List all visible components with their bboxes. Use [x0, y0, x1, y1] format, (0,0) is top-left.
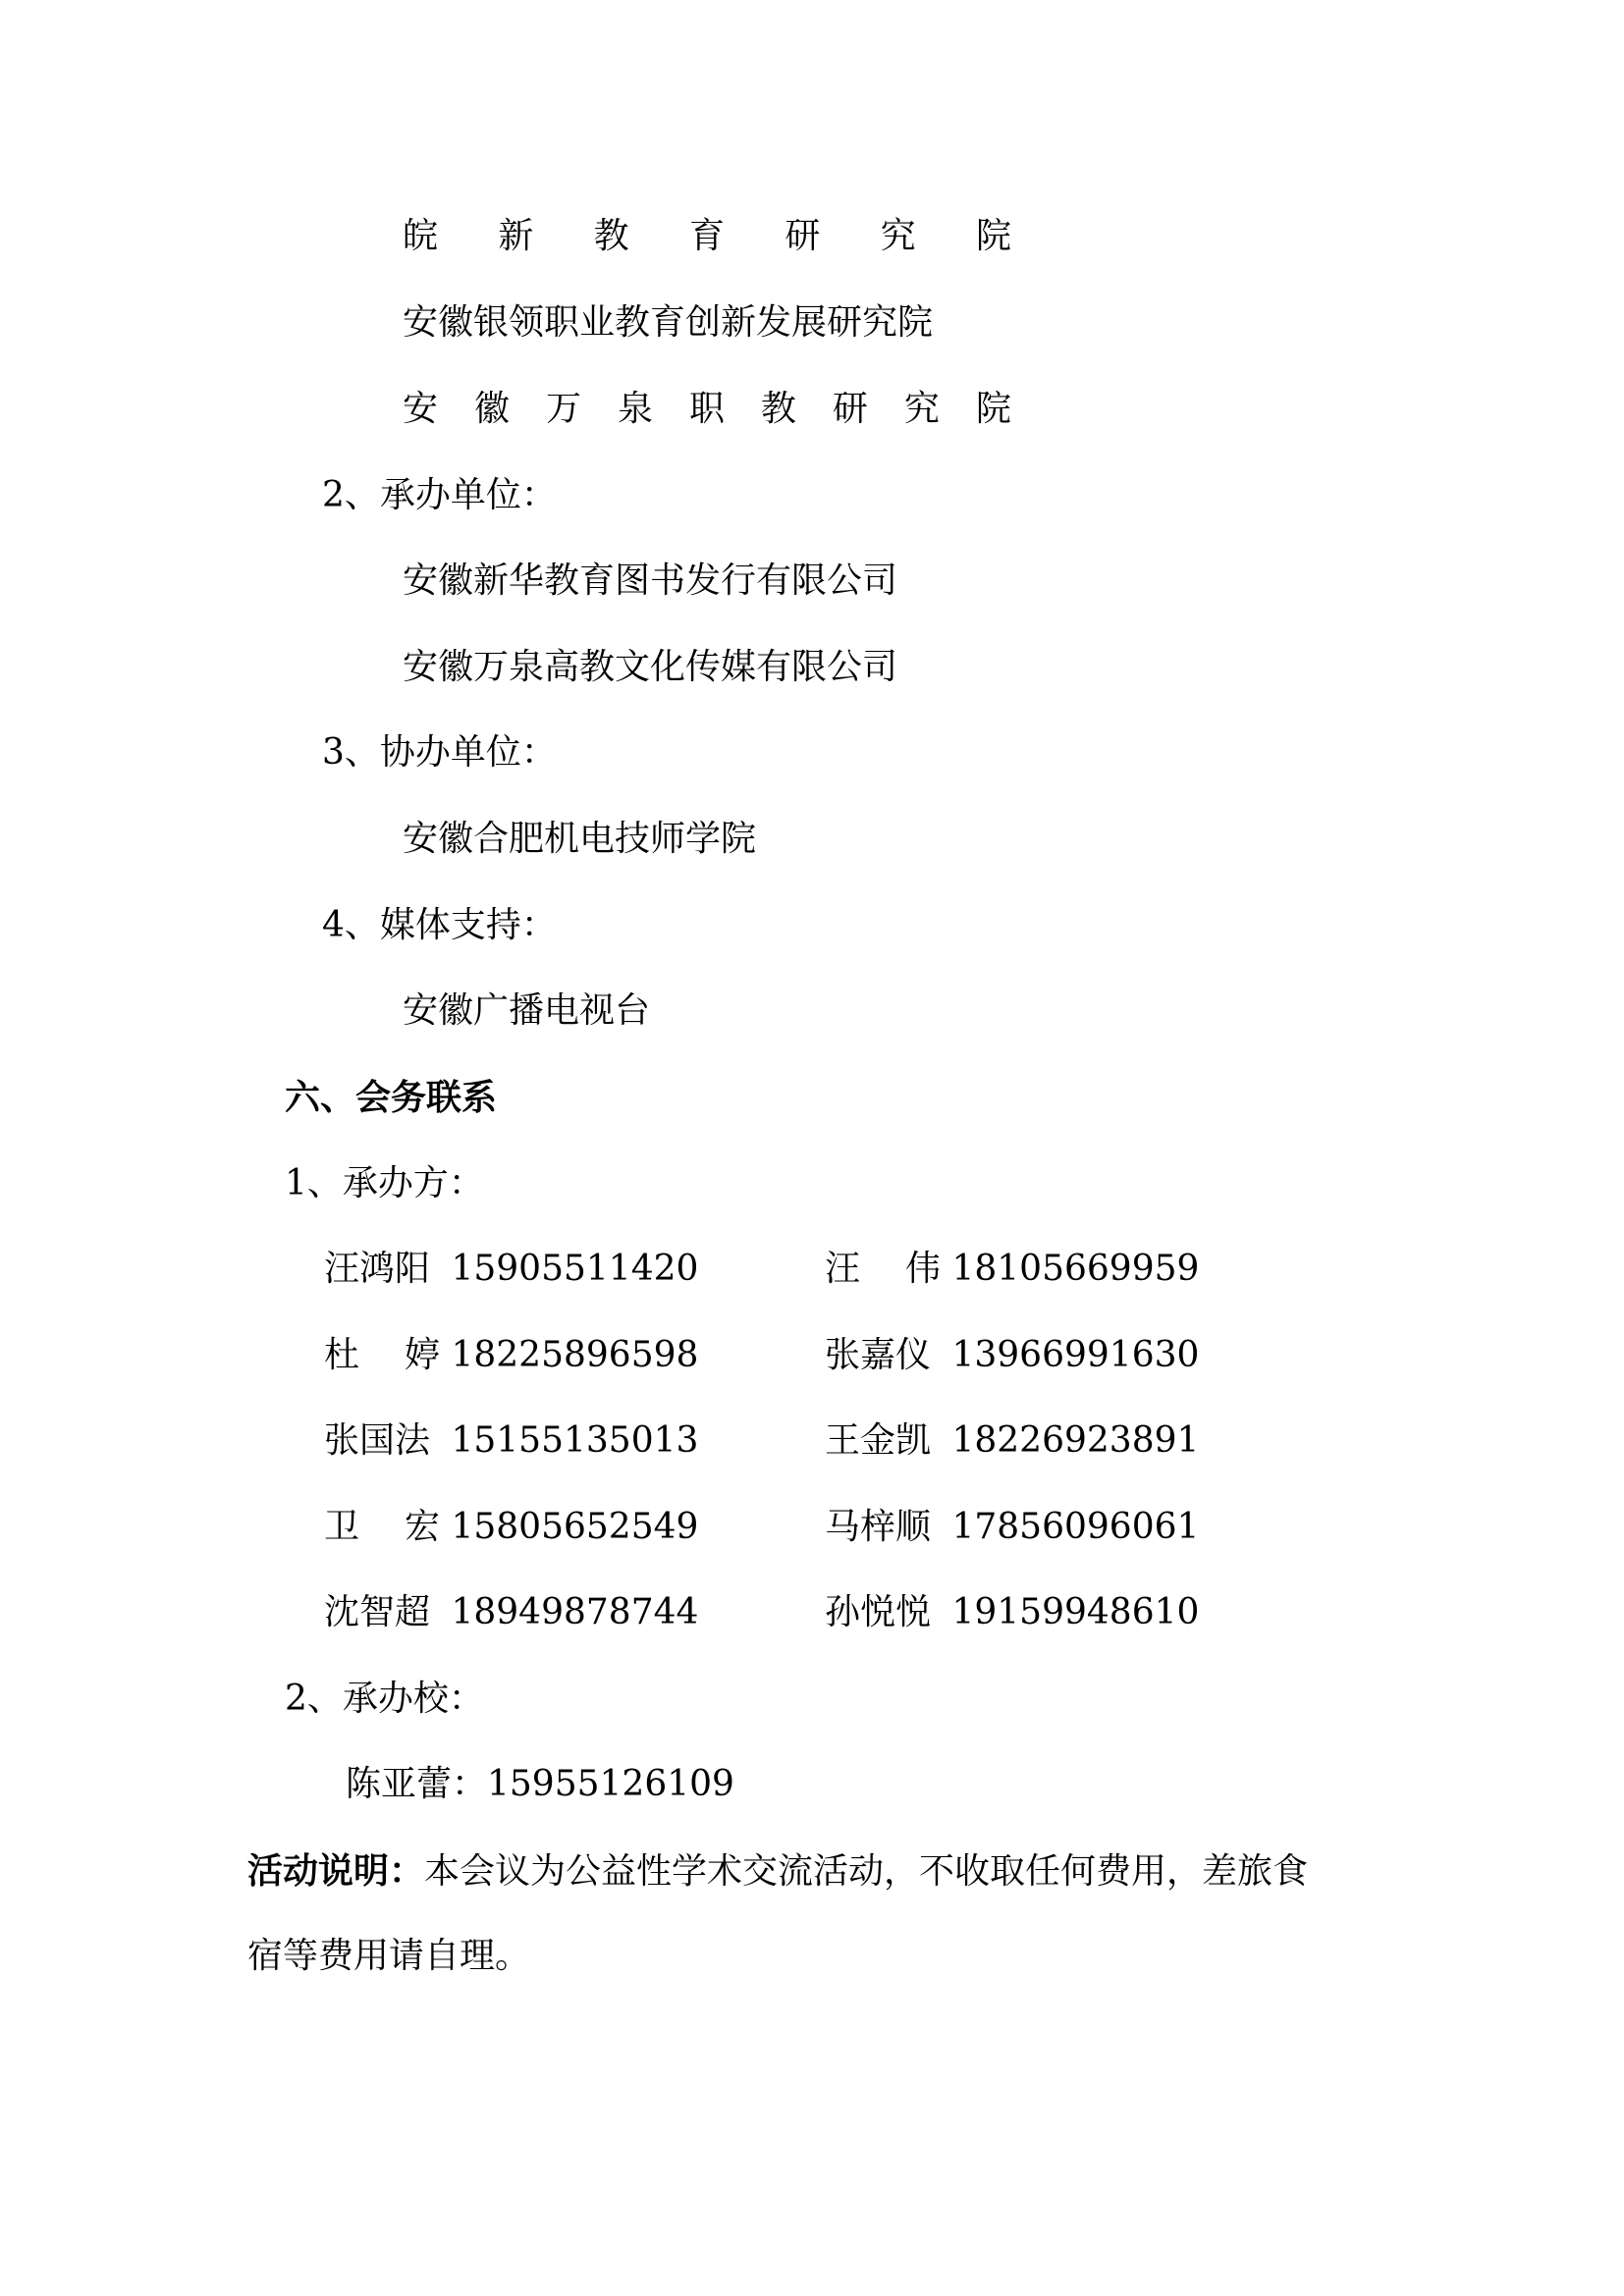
char: 宏: [404, 1507, 440, 1547]
char: 研: [785, 216, 821, 256]
char: 卫: [324, 1507, 360, 1547]
media-item-1: 安徽广播电视台: [403, 990, 651, 1031]
char: 职: [688, 389, 725, 429]
contact-name: 孙悦悦: [825, 1592, 932, 1632]
contact-phone: 18226923891: [951, 1420, 1200, 1461]
contact-entry: [825, 1591, 1199, 1634]
char: 教: [593, 216, 629, 256]
organizer-line-3: [403, 388, 1011, 431]
contact-name: 王金凯: [825, 1420, 932, 1461]
activity-note-label: 活动说明：: [247, 1850, 425, 1892]
char: 万: [545, 389, 581, 429]
section-title: 六、会务联系: [285, 1077, 498, 1118]
contact-name: 张国法: [324, 1420, 431, 1461]
organizer-contacts-heading: 1、承办方：: [285, 1163, 484, 1203]
char: 汪: [825, 1249, 861, 1289]
activity-note-line-2: 宿等费用请自理。: [247, 1936, 531, 1976]
contact-entry: [825, 1248, 1199, 1291]
contact-entry: [324, 1248, 698, 1291]
contact-phone: 18105669959: [951, 1249, 1200, 1289]
school-contact: 陈亚蕾：15955126109: [346, 1764, 734, 1804]
char: 伟: [904, 1249, 941, 1289]
contact-name: 马梓顺: [825, 1507, 932, 1547]
contact-phone: 18225896598: [451, 1335, 699, 1375]
contact-phone: 17856096061: [951, 1507, 1200, 1547]
contact-entry: [324, 1419, 698, 1463]
organizer-line-2: 安徽银领职业教育创新发展研究院: [403, 302, 934, 343]
co-units-heading: 3、协办单位：: [322, 732, 557, 773]
contact-entry: [825, 1419, 1199, 1463]
activity-note-line-1: [247, 1849, 1308, 1894]
co-unit-1: 安徽合肥机电技师学院: [403, 819, 757, 859]
media-heading: 4、媒体支持：: [322, 905, 557, 945]
char: 杜: [324, 1335, 360, 1375]
contact-name: 沈智超: [324, 1592, 431, 1632]
char: 安: [403, 389, 439, 429]
activity-note-text: 本会议为公益性学术交流活动，不收取任何费用，差旅食: [424, 1851, 1309, 1892]
contact-entry: [825, 1334, 1199, 1377]
contact-entry: [324, 1506, 698, 1549]
char: 究: [880, 216, 916, 256]
char: 究: [903, 389, 940, 429]
contact-entry: [324, 1591, 698, 1634]
contact-phone: 15155135013: [451, 1420, 699, 1461]
char: 皖: [403, 216, 439, 256]
host-units-heading: 2、承办单位：: [322, 475, 557, 515]
char: 院: [975, 216, 1011, 256]
contact-phone: 15905511420: [451, 1249, 699, 1289]
char: 徽: [473, 389, 510, 429]
host-unit-1: 安徽新华教育图书发行有限公司: [403, 561, 898, 601]
char: 泉: [617, 389, 653, 429]
char: 育: [688, 216, 725, 256]
contact-name: [324, 1334, 440, 1377]
host-unit-2: 安徽万泉高教文化传媒有限公司: [403, 647, 898, 687]
organizer-line-1: [403, 215, 1011, 258]
char: 院: [975, 389, 1011, 429]
contact-phone: 18949878744: [451, 1592, 699, 1632]
contact-phone: 19159948610: [951, 1592, 1200, 1632]
contact-phone: 15805652549: [451, 1507, 699, 1547]
contact-name: 张嘉仪: [825, 1335, 932, 1375]
contact-entry: [324, 1334, 698, 1377]
char: 研: [832, 389, 868, 429]
char: 教: [760, 389, 796, 429]
contact-entry: [825, 1506, 1199, 1549]
contact-name: [324, 1506, 440, 1549]
contact-name: [825, 1248, 941, 1291]
char: 婷: [404, 1335, 440, 1375]
contact-phone: 13966991630: [951, 1335, 1200, 1375]
school-contacts-heading: 2、承办校：: [285, 1679, 484, 1719]
contact-name: 汪鸿阳: [324, 1249, 431, 1289]
char: 新: [498, 216, 534, 256]
